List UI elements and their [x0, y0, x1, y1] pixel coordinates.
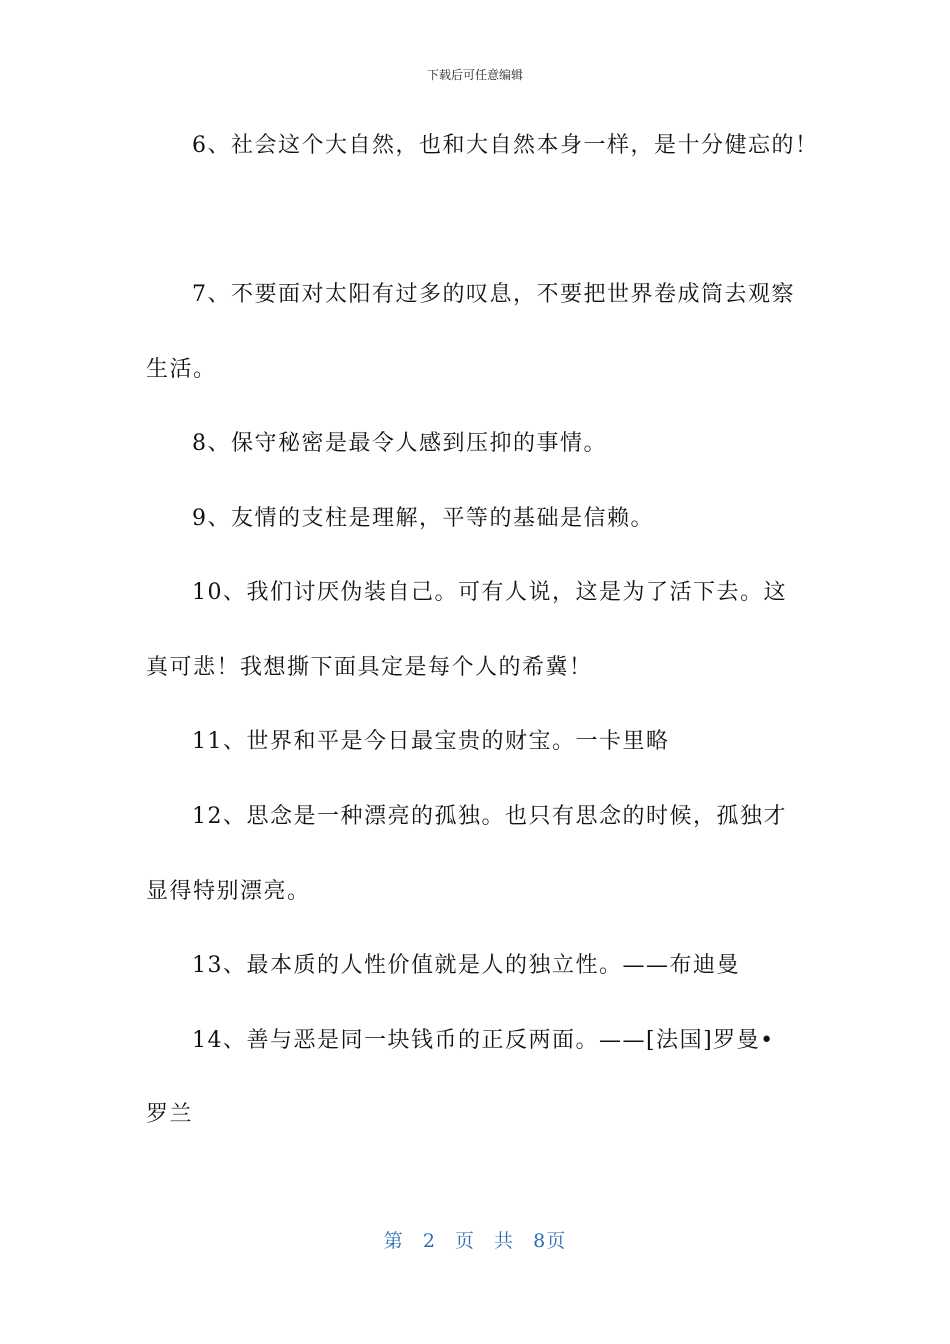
paragraph-10: 10、我们讨厌伪装自己。可有人说，这是为了活下去。这	[192, 580, 787, 605]
page-header: 下载后可任意编辑	[426, 68, 523, 82]
footer-page-number: 2	[422, 1230, 436, 1252]
footer-di: 第	[383, 1230, 404, 1252]
paragraph-6: 6、社会这个大自然，也和大自然本身一样，是十分健忘的！	[192, 133, 819, 158]
paragraph-8: 8、保守秘密是最令人感到压抑的事情。	[192, 431, 607, 456]
footer-total-pages: 8页	[533, 1230, 567, 1252]
footer-gong: 共	[494, 1230, 515, 1252]
paragraph-12-cont: 显得特别漂亮。	[146, 879, 311, 904]
page-footer	[0, 1226, 950, 1253]
paragraph-10-cont: 真可悲！我想撕下面具定是每个人的希冀！	[146, 655, 593, 680]
paragraph-12: 12、思念是一种漂亮的孤独。也只有思念的时候，孤独才	[192, 804, 787, 829]
paragraph-13: 13、最本质的人性价值就是人的独立性。——布迪曼	[192, 953, 740, 978]
paragraph-7-cont: 生活。	[146, 357, 217, 382]
paragraph-7: 7、不要面对太阳有过多的叹息，不要把世界卷成筒去观察	[192, 282, 795, 307]
paragraph-14: 14、善与恶是同一块钱币的正反两面。——[法国]罗曼•	[192, 1028, 775, 1053]
paragraph-9: 9、友情的支柱是理解，平等的基础是信赖。	[192, 506, 654, 531]
footer-ye: 页	[454, 1230, 475, 1252]
paragraph-14-cont: 罗兰	[146, 1102, 194, 1127]
paragraph-11: 11、世界和平是今日最宝贵的财宝。一卡里略	[192, 729, 670, 754]
